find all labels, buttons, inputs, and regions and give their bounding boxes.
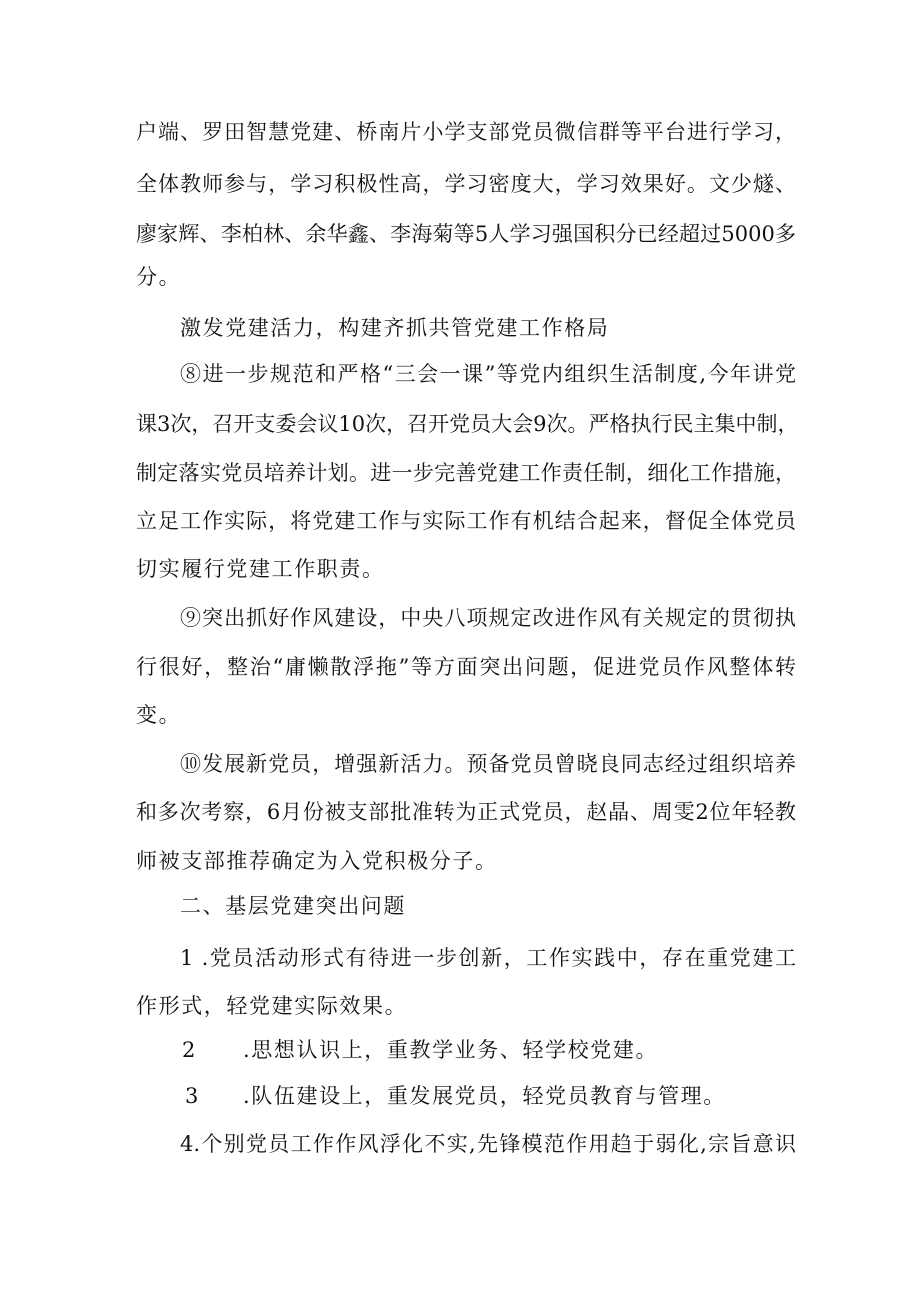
paragraph-line: 师被支部推荐确定为入党积极分子。: [136, 849, 498, 873]
paragraph-line: 变。: [136, 703, 182, 727]
paragraph-line: 立足工作实际，将党建工作与实际工作有机结合起来，督促全体党员: [136, 509, 796, 533]
paragraph-line: 课3次，召开支委会议10次，召开党员大会9次。严格执行民主集中制，: [136, 412, 799, 436]
paragraph-line: ⑨突出抓好作风建设，中央八项规定改进作风有关规定的贯彻执: [180, 606, 796, 630]
paragraph-line: 切实履行党建工作职责。: [136, 557, 385, 581]
list-item-2-text: .思想认识上，重教学业务、轻学校党建。: [243, 1038, 659, 1062]
paragraph-line: ⑧进一步规范和严格“三会一课”等党内组织生活制度,今年讲党: [180, 362, 796, 386]
list-item-3-text: .队伍建设上，重发展党员，轻党员教育与管理。: [243, 1084, 726, 1108]
list-item-2-number: 2: [182, 1038, 196, 1062]
section-heading: 激发党建活力，构建齐抓共管党建工作格局: [180, 316, 610, 340]
paragraph-line: 廖家辉、李柏林、余华鑫、李海菊等5人学习强国积分已经超过5000多: [136, 222, 796, 246]
paragraph-line: ⑩发展新党员，增强新活力。预备党员曾晓良同志经过组织培养: [180, 752, 796, 776]
paragraph-line: 和多次考察，6月份被支部批准转为正式党员，赵晶、周雯2位年轻教: [136, 800, 796, 824]
paragraph-line: 分。: [136, 265, 182, 289]
list-item-3-number: 3: [185, 1084, 199, 1108]
list-item-1-line: 作形式，轻党建实际效果。: [136, 994, 408, 1018]
paragraph-line: 制定落实党员培养计划。进一步完善党建工作责任制，细化工作措施，: [136, 461, 796, 485]
paragraph-line: 行很好，整治“庸懒散浮拖”等方面突出问题，促进党员作风整体转: [136, 655, 796, 679]
paragraph-line: 全体教师参与，学习积极性高，学习密度大，学习效果好。文少燧、: [136, 172, 796, 196]
list-item-1-line: 1 .党员活动形式有待进一步创新，工作实践中，存在重党建工: [180, 946, 796, 970]
section-heading: 二、基层党建突出问题: [180, 894, 406, 918]
list-item-4-line: 4.个别党员工作作风浮化不实,先锋模范作用趋于弱化,宗旨意识: [180, 1132, 796, 1156]
paragraph-line: 户端、罗田智慧党建、桥南片小学支部党员微信群等平台进行学习，: [136, 120, 796, 144]
